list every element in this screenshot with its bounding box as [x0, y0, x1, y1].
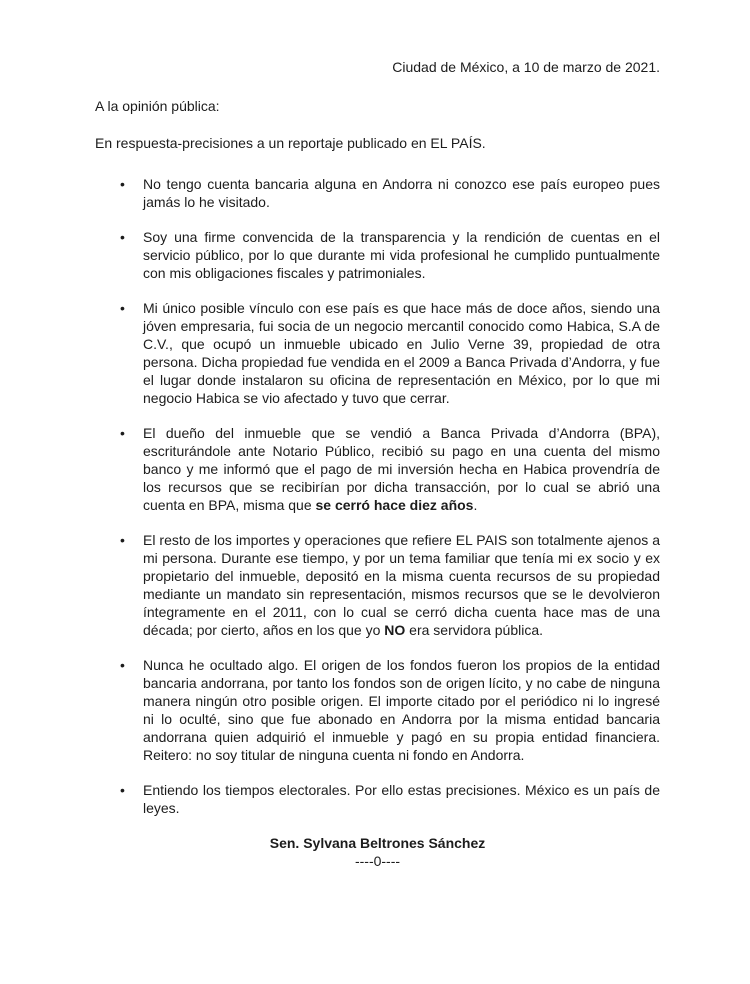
bullet-text: Entiendo los tiempos electorales. Por ello estas precisiones. México es un país de leyes. [143, 782, 660, 816]
bullet-text: No tengo cuenta bancaria alguna en Andorra ni conozco ese país europeo pues jamás lo he visitado. [143, 176, 660, 210]
bullet-item [95, 299, 660, 407]
signature-divider: ----0---- [354, 853, 401, 869]
bullet-text: El dueño del inmueble que se vendió a Banca Privada d’Andorra (BPA), escriturándole ante Notario Público, recibió su pago en una cuenta del mismo banco y me informó que el pago de mi inversión hecha en Habica provendría de los recursos que se recibirían por dicha transacción, por lo cual se abrió una cuenta en BPA, misma que [143, 425, 660, 513]
bullet-text-bold: se cerró hace diez años [315, 497, 474, 513]
bullet-item [95, 781, 660, 817]
bullet-list [95, 175, 660, 817]
bullet-text: Nunca he ocultado algo. El origen de los fondos fueron los propios de la entidad bancaria andorrana, por tanto los fondos son de origen lícito, y no cabe de ninguna manera ningún otro posible origen. El importe citado por el periódico ni lo ingresé ni lo oculté, sino que fue abonado en Andorra por la misma entidad bancaria andorrana quien adquirió el inmueble y pagó en su propia entidad financiera. Reitero: no soy titular de ninguna cuenta ni fondo en Andorra. [143, 657, 660, 763]
bullet-item [95, 656, 660, 764]
bullet-item [95, 175, 660, 211]
bullet-text: Mi único posible vínculo con ese país es que hace más de doce años, siendo una jóven empresaria, fui socia de un negocio mercantil conocido como Habica, S.A de C.V., que ocupó un inmueble ubicado en Julio Verne 39, propiedad de otra persona. Dicha propiedad fue vendida en el 2009 a Banca Privada d’Andorra, y fue el lugar donde instalaron su oficina de representación en México, por lo que mi negocio Habica se vio afectado y tuvo que cerrar. [143, 300, 660, 406]
bullet-text: era servidora pública. [405, 622, 544, 638]
bullet-text-bold: NO [384, 622, 406, 638]
intro-line: En respuesta-precisiones a un reportaje publicado en EL PAÍS. [95, 135, 486, 151]
bullet-text: El resto de los importes y operaciones que refiere EL PAIS son totalmente ajenos a mi persona. Durante ese tiempo, y por un tema familiar que tenía mi ex socio y ex propietario del inmueble, depositó en la misma cuenta recursos de su propiedad mediante un mandato sin representación, mismos recursos que se le devolvieron íntegramente en el 2011, con lo cual se cerró dicha cuenta hace mas de una década; por cierto, años en los que yo [143, 532, 660, 638]
bullet-text: . [473, 497, 478, 513]
bullet-item [95, 424, 660, 514]
bullet-item [95, 228, 660, 282]
bullet-text: Soy una firme convencida de la transparencia y la rendición de cuentas en el servicio público, por lo que durante mi vida profesional he cumplido puntualmente con mis obligaciones fiscales y patrimoniales. [143, 229, 660, 281]
date-line: Ciudad de México, a 10 de marzo de 2021. [392, 59, 660, 75]
signature-name: Sen. Sylvana Beltrones Sánchez [269, 835, 486, 851]
salutation: A la opinión pública: [95, 98, 220, 114]
bullet-item [95, 531, 660, 639]
